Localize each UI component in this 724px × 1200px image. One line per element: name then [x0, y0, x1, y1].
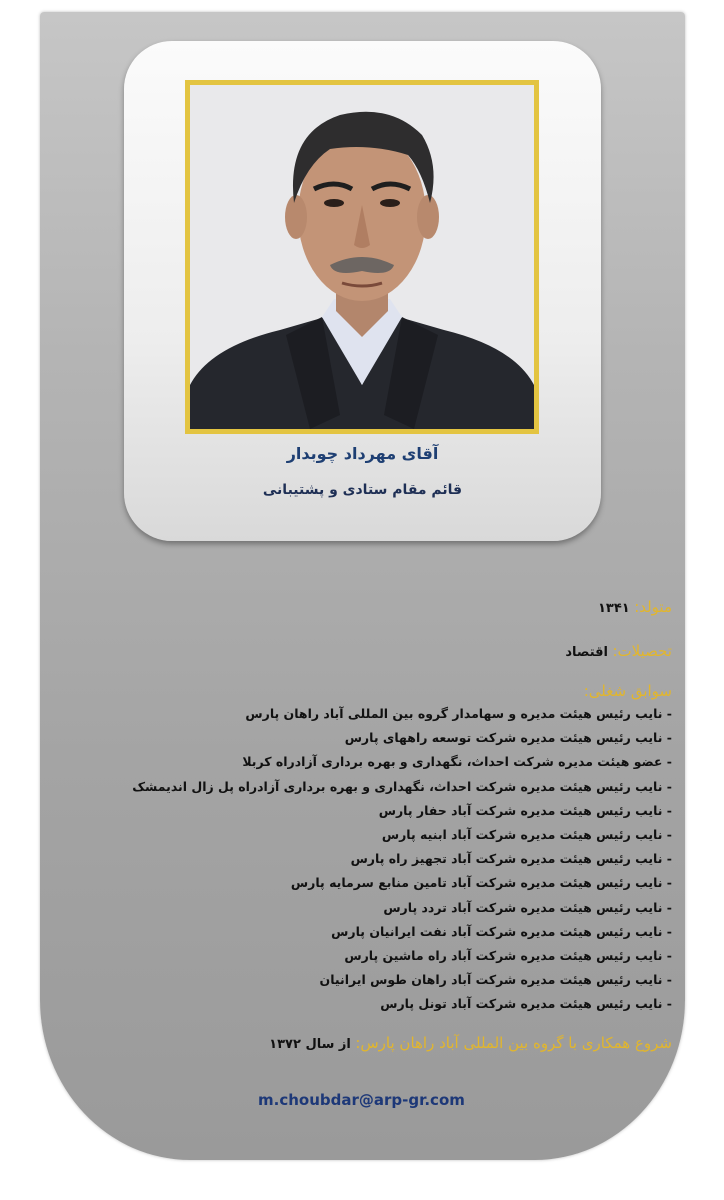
career-section — [132, 682, 672, 1017]
cooperation-value: از سال ۱۳۷۲ — [269, 1037, 351, 1052]
education-row — [565, 642, 672, 660]
education-value: اقتصاد — [565, 645, 609, 660]
career-label: سوابق شغلی: — [583, 682, 672, 700]
career-item: - نایب رئیس هیئت مدیره شرکت آباد ابنیه پارس — [381, 827, 672, 843]
birth-row — [598, 598, 672, 616]
career-item: - نایب رئیس هیئت مدیره شرکت آباد نفت ایرانیان پارس — [331, 923, 672, 939]
career-list — [132, 702, 672, 1017]
person-title: قائم مقام ستادی و پشتیبانی — [262, 482, 463, 498]
career-item: - عضو هیئت مدیره شرکت احداث، نگهداری و بهره برداری آزادراه کربلا — [242, 754, 672, 770]
cooperation-label: شروع همکاری با گروه بین المللی آباد راهان پارس: — [355, 1034, 672, 1052]
career-item: - نایب رئیس هیئت مدیره شرکت آباد حفار پارس — [378, 802, 672, 818]
email-link[interactable]: m.choubdar@arp-gr.com — [258, 1091, 465, 1109]
career-item: - نایب رئیس هیئت مدیره شرکت آباد راه ماشین پارس — [344, 948, 672, 964]
career-item: - نایب رئیس هیئت مدیره و سهامدار گروه بین المللی آباد راهان پارس — [245, 706, 672, 721]
birth-label: متولد: — [634, 598, 672, 616]
career-item: - نایب رئیس هیئت مدیره شرکت آباد تونل پارس — [380, 996, 672, 1012]
portrait-frame — [185, 80, 539, 434]
career-item: - نایب رئیس هیئت مدیره شرکت توسعه راههای پارس — [344, 730, 672, 746]
career-item: - نایب رئیس هیئت مدیره شرکت آباد تجهیز راه پارس — [350, 851, 672, 867]
cooperation-row — [269, 1034, 672, 1052]
career-item: - نایب رئیس هیئت مدیره شرکت آباد تامین منابع سرمایه پارس — [290, 875, 672, 891]
birth-value: ۱۳۴۱ — [597, 601, 630, 616]
career-item: - نایب رئیس هیئت مدیره شرکت آباد راهان طوس ایرانیان — [319, 972, 672, 988]
career-item: - نایب رئیس هیئت مدیره شرکت احداث، نگهداری و بهره برداری آزادراه پل زال اندیمشک — [132, 778, 672, 794]
portrait-photo — [190, 85, 534, 429]
education-label: تحصیلات: — [612, 642, 672, 660]
career-item: - نایب رئیس هیئت مدیره شرکت آباد تردد پارس — [383, 899, 672, 915]
person-name: آقای مهرداد چوبدار — [286, 444, 439, 463]
